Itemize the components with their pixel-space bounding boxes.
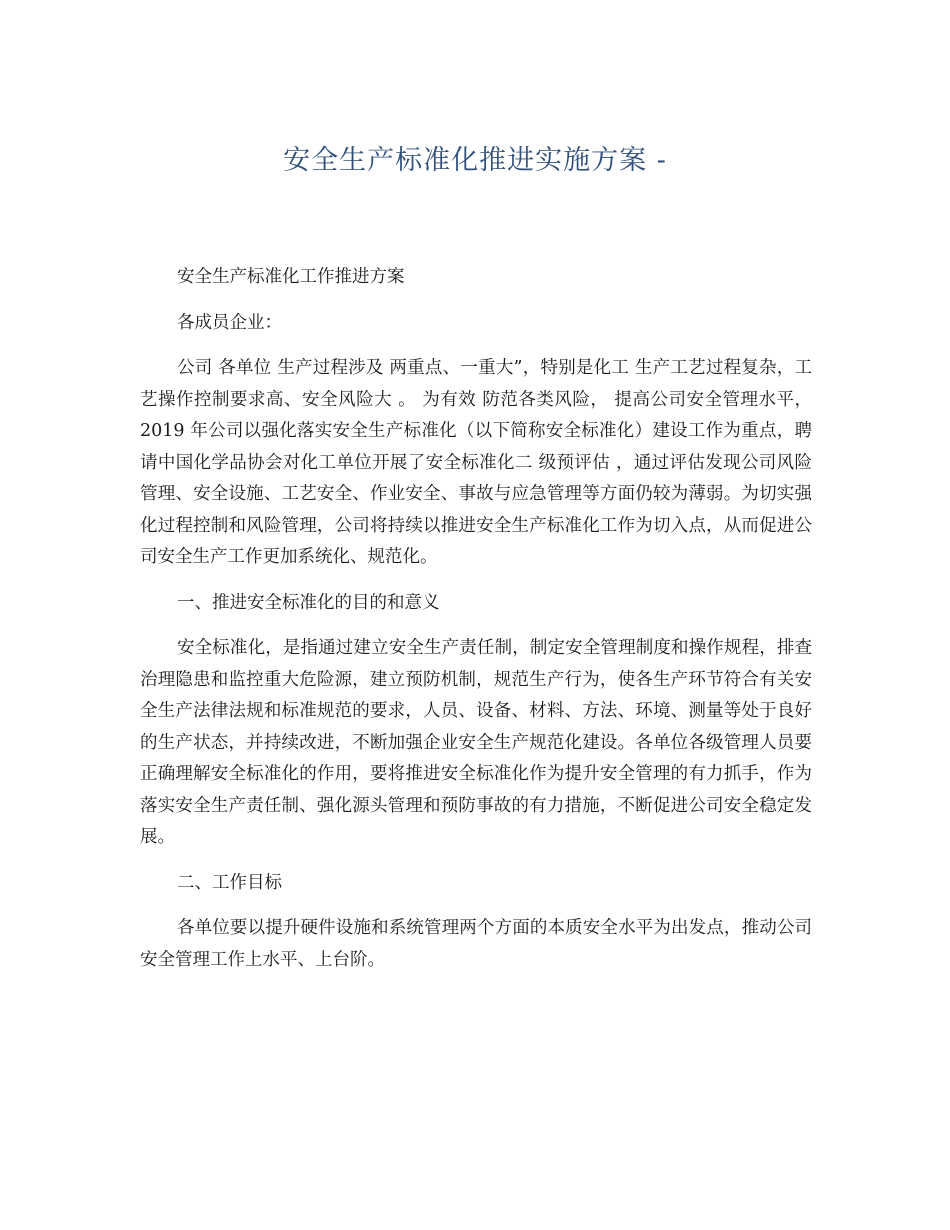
salutation: 各成员企业： [177, 312, 282, 333]
purpose-paragraph: 安全标准化，是指通过建立安全生产责任制，制定安全管理制度和操作规程，排查治理隐患和监控重大危险源，建立预防机制，规范生产行为，使各生产环节符合有关安全生产法律法规和标准规范的要求，人员、设备、材料、方法、环境、测量等处于良好的生产状态，并持续改进，不断加强企业安全生产规范化建设。各单位各级管理人员要正确理解安全标准化的作用，要将推进安全标准化作为提升安全管理的有力抓手，作为落实安全生产责任制、强化源头管理和预防事故的有力措施，不断促进公司安全稳定发展。 [140, 638, 812, 847]
document-title: 安全生产标准化推进实施方案 - [283, 145, 667, 176]
goals-paragraph: 各单位要以提升硬件设施和系统管理两个方面的本质安全水平为出发点，推动公司安全管理工作上水平、上台阶。 [140, 918, 812, 970]
document-body [140, 262, 812, 976]
section-heading-purpose: 一、推进安全标准化的目的和意义 [177, 592, 440, 613]
intro-paragraph: 公司 各单位 生产过程涉及 两重点、一重大”，特别是化工 生产工艺过程复杂，工艺操作控制要求高、安全风险大 。 为有效 防范各类风险， 提高公司安全管理水平， 2019 年公司以强化落实安全生产标准化（以下简称安全标准化）建设工作为重点，聘请中国化学品协会对化工单位开展了安全标准化二 级预评估 ，通过评估发现公司风险管理、安全设施、工艺安全、作业安全、事故与应急管理等方面仍较为薄弱。为切实强化过程控制和风险管理，公司将持续以推进安全生产标准化工作为切入点，从而促进公司安全生产工作更加系统化、规范化。 [140, 358, 812, 567]
section-heading-goals: 二、工作目标 [177, 872, 282, 893]
section-heading-plan: 安全生产标准化工作推进方案 [177, 267, 405, 287]
